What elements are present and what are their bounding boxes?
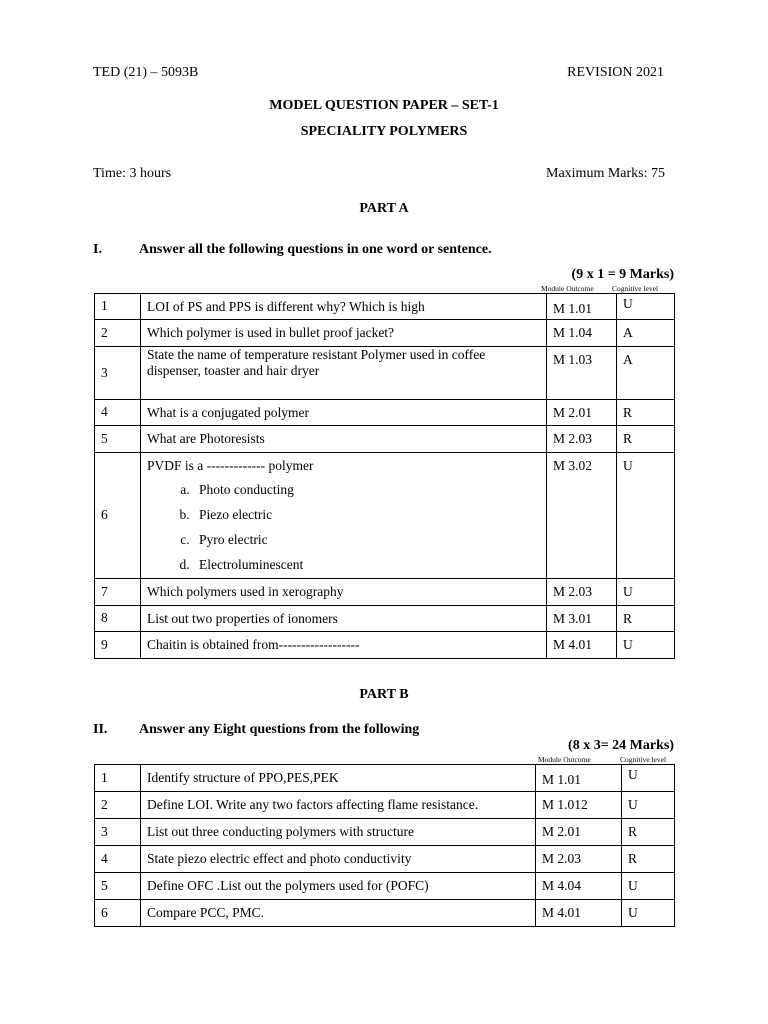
part-a-numeral: I. [93,242,102,257]
question-number: 1 [95,765,141,792]
question-text: What is a conjugated polymer [147,405,309,420]
question-number: 8 [95,606,141,632]
cognitive-level: R [628,851,638,866]
question-number: 4 [95,400,141,426]
question-number: 6 [95,900,141,927]
module-outcome: M 3.02 [553,458,593,473]
cognitive-level: U [628,878,638,893]
module-outcome: M 1.04 [553,325,593,340]
cognitive-level: U [623,584,633,599]
module-outcome: M 1.01 [542,772,582,787]
module-outcome: M 2.03 [553,584,593,599]
question-number: 3 [95,819,141,846]
question-number: 7 [95,579,141,606]
question-text: List out two properties of ionomers [147,611,338,626]
question-text: Which polymers used in xerography [147,584,344,599]
question-number: 5 [95,873,141,900]
question-text-line-2: dispenser, toaster and hair dryer [147,363,320,379]
part-b-instruction: Answer any Eight questions from the following [139,722,420,737]
subject-title: SPECIALITY POLYMERS [300,124,468,139]
table-row [95,579,675,606]
module-outcome: M 2.01 [553,405,593,420]
table-row [95,819,675,846]
cognitive-level: U [623,458,633,473]
table-row [95,400,675,426]
question-text: What are Photoresists [147,431,265,446]
question-number: 2 [95,792,141,819]
question-number: 9 [95,632,141,659]
question-text: PVDF is a ------------- polymer [147,458,314,473]
part-b-numeral: II. [93,722,108,737]
part-b-marks: (8 x 3= 24 Marks) [568,738,674,753]
paper-title: MODEL QUESTION PAPER – SET-1 [269,98,499,113]
question-text: State the name of temperature resistant Polymer used in coffee [147,347,486,362]
cognitive-level: R [623,431,633,446]
table-row [95,765,675,792]
table-row [95,900,675,927]
cognitive-level: R [628,824,638,839]
module-outcome: M 4.01 [542,905,582,920]
part-a-instruction: Answer all the following questions in one word or sentence. [139,242,492,257]
option-d: d. Electroluminescent [193,552,546,577]
cognitive-level: U [628,905,638,920]
part-b-heading: PART B [359,687,409,702]
table-row [95,347,675,400]
module-outcome: M 3.01 [553,611,593,626]
cognitive-level: A [623,325,633,340]
option-b: b. Piezo electric [193,502,546,527]
part-a-heading: PART A [359,201,409,216]
cognitive-level: U [628,767,638,782]
time-label: Time: 3 hours [93,166,172,181]
part-a-col-cognitive: Cognitive level [612,284,659,293]
table-row [95,426,675,453]
question-text: Chaitin is obtained from------------------ [147,637,360,652]
table-row [95,320,675,347]
cognitive-level: R [623,611,633,626]
option-a: a. Photo conducting [193,477,546,502]
module-outcome: M 1.012 [542,797,588,812]
question-text: State piezo electric effect and photo conductivity [147,851,412,866]
revision-label: REVISION 2021 [567,65,664,80]
table-row [95,632,675,659]
max-marks-label: Maximum Marks: 75 [546,166,665,181]
cognitive-level: U [623,296,633,311]
table-row [95,792,675,819]
module-outcome: M 2.03 [553,431,593,446]
table-row [95,846,675,873]
module-outcome: M 4.01 [553,637,593,652]
module-outcome: M 4.04 [542,878,582,893]
question-number: 6 [95,453,141,579]
module-outcome: M 2.03 [542,851,582,866]
module-outcome: M 1.01 [553,301,593,316]
question-text: Identify structure of PPO,PES,PEK [147,770,339,785]
question-number: 2 [95,320,141,347]
question-text: LOI of PS and PPS is different why? Which is high [147,299,425,314]
options-list [147,477,546,577]
module-outcome: M 1.03 [553,352,593,367]
table-row [95,294,675,320]
question-number: 1 [95,294,141,320]
question-number: 3 [95,347,141,400]
part-b-table [94,764,675,927]
table-row [95,873,675,900]
cognitive-level: U [628,797,638,812]
paper-code: TED (21) – 5093B [93,65,199,80]
question-text: Define OFC .List out the polymers used for (POFC) [147,878,429,893]
part-b-col-cognitive: Cognitive level [620,755,667,764]
question-text: Define LOI. Write any two factors affecting flame resistance. [147,797,479,812]
question-text: List out three conducting polymers with structure [147,824,414,839]
question-text: Which polymer is used in bullet proof jacket? [147,325,395,340]
cognitive-level: A [623,352,633,367]
part-a-table [94,293,675,659]
question-number: 5 [95,426,141,453]
part-a-col-module: Module Outcome [541,284,594,293]
part-b-col-module: Module Outcome [538,755,591,764]
cognitive-level: R [623,405,633,420]
question-number: 4 [95,846,141,873]
cognitive-level: U [623,637,633,652]
table-row [95,606,675,632]
question-text: Compare PCC, PMC. [147,905,265,920]
table-row [95,453,675,579]
module-outcome: M 2.01 [542,824,582,839]
part-a-marks: (9 x 1 = 9 Marks) [571,267,674,282]
option-c: c. Pyro electric [193,527,546,552]
